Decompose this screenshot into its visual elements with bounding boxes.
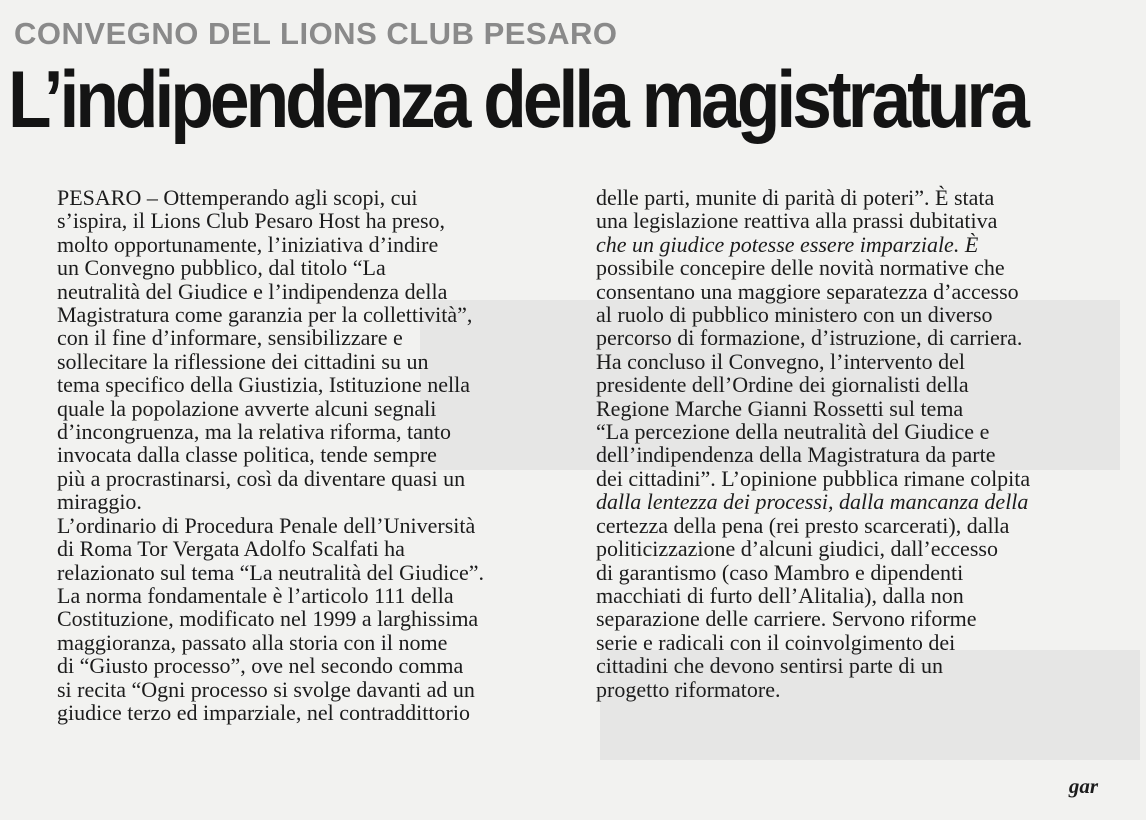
text-line: miraggio. bbox=[57, 489, 142, 515]
text-line: Regione Marche Gianni Rossetti sul tema bbox=[596, 395, 964, 421]
author-signature: gar bbox=[1068, 774, 1098, 798]
text-line: sollecitare la riflessione dei cittadini su un bbox=[57, 348, 429, 374]
text-line: quale la popolazione avverte alcuni segnali bbox=[57, 395, 437, 421]
article-headline: L’indipendenza della magistratura bbox=[8, 55, 1026, 145]
text-line: neutralità del Giudice e l’indipendenza della bbox=[57, 278, 448, 304]
text-line: politicizzazione d’alcuni giudici, dall’eccesso bbox=[596, 536, 998, 562]
text-line: di garantismo (caso Mambro e dipendenti bbox=[596, 559, 964, 585]
text-line: si recita “Ogni processo si svolge davanti ad un bbox=[57, 676, 475, 702]
text-line: un Convegno pubblico, dal titolo “La bbox=[57, 255, 386, 281]
article-kicker: CONVEGNO DEL LIONS CLUB PESARO bbox=[14, 16, 618, 51]
text-line: molto opportunamente, l’iniziativa d’indire bbox=[57, 231, 439, 257]
text-line: possibile concepire delle novità normative che bbox=[596, 255, 1005, 281]
text-line: serie e radicali con il coinvolgimento dei bbox=[596, 629, 956, 655]
text-line: dalla lentezza dei processi, dalla mancanza della bbox=[596, 489, 1029, 515]
text-line: s’ispira, il Lions Club Pesaro Host ha preso, bbox=[57, 208, 446, 234]
text-line: dei cittadini”. L’opinione pubblica rimane colpita bbox=[596, 465, 1031, 491]
text-line: tema specifico della Giustizia, Istituzione nella bbox=[57, 372, 470, 398]
text-line: macchiati di furto dell’Alitalia), dalla non bbox=[596, 582, 964, 608]
text-line: progetto riformatore. bbox=[596, 676, 781, 702]
article-column-left bbox=[57, 186, 577, 724]
text-line: consentano una maggiore separatezza d’accesso bbox=[596, 278, 1019, 304]
text-line: Magistratura come garanzia per la collettività”, bbox=[57, 302, 473, 328]
text-line: PESARO – Ottemperando agli scopi, cui bbox=[57, 185, 418, 210]
text-line: invocata dalla classe politica, tende sempre bbox=[57, 442, 437, 468]
text-line: con il fine d’informare, sensibilizzare e bbox=[57, 325, 403, 351]
text-line: Ha concluso il Convegno, l’intervento del bbox=[596, 348, 966, 374]
text-line: “La percezione della neutralità del Giudice e bbox=[596, 419, 990, 445]
text-line: di “Giusto processo”, ove nel secondo comma bbox=[57, 653, 464, 679]
text-line: d’incongruenza, ma la relativa riforma, tanto bbox=[57, 419, 451, 445]
text-line: presidente dell’Ordine dei giornalisti della bbox=[596, 372, 969, 398]
text-line: che un giudice potesse essere imparziale. È bbox=[596, 231, 979, 257]
text-line: di Roma Tor Vergata Adolfo Scalfati ha bbox=[57, 536, 405, 562]
text-line: maggioranza, passato alla storia con il nome bbox=[57, 629, 448, 655]
text-line: percorso di formazione, d’istruzione, di carriera. bbox=[596, 325, 1023, 351]
text-line: cittadini che devono sentirsi parte di un bbox=[596, 653, 944, 679]
text-line: più a procrastinarsi, così da diventare quasi un bbox=[57, 465, 466, 491]
text-line: una legislazione reattiva alla prassi dubitativa bbox=[596, 208, 998, 234]
text-line: relazionato sul tema “La neutralità del Giudice”. bbox=[57, 559, 484, 585]
text-line: separazione delle carriere. Servono riforme bbox=[596, 606, 977, 632]
text-line: Costituzione, modificato nel 1999 a larghissima bbox=[57, 606, 479, 632]
text-line: L’ordinario di Procedura Penale dell’Università bbox=[57, 512, 476, 538]
text-line: delle parti, munite di parità di poteri”. È stata bbox=[596, 185, 995, 210]
text-line: al ruolo di pubblico ministero con un diverso bbox=[596, 302, 993, 328]
article-column-right bbox=[596, 186, 1116, 701]
text-line: giudice terzo ed imparziale, nel contraddittorio bbox=[57, 699, 470, 725]
text-line: dell’indipendenza della Magistratura da parte bbox=[596, 442, 996, 468]
text-line: certezza della pena (rei presto scarcerati), dalla bbox=[596, 512, 1010, 538]
text-line: La norma fondamentale è l’articolo 111 della bbox=[57, 582, 454, 608]
